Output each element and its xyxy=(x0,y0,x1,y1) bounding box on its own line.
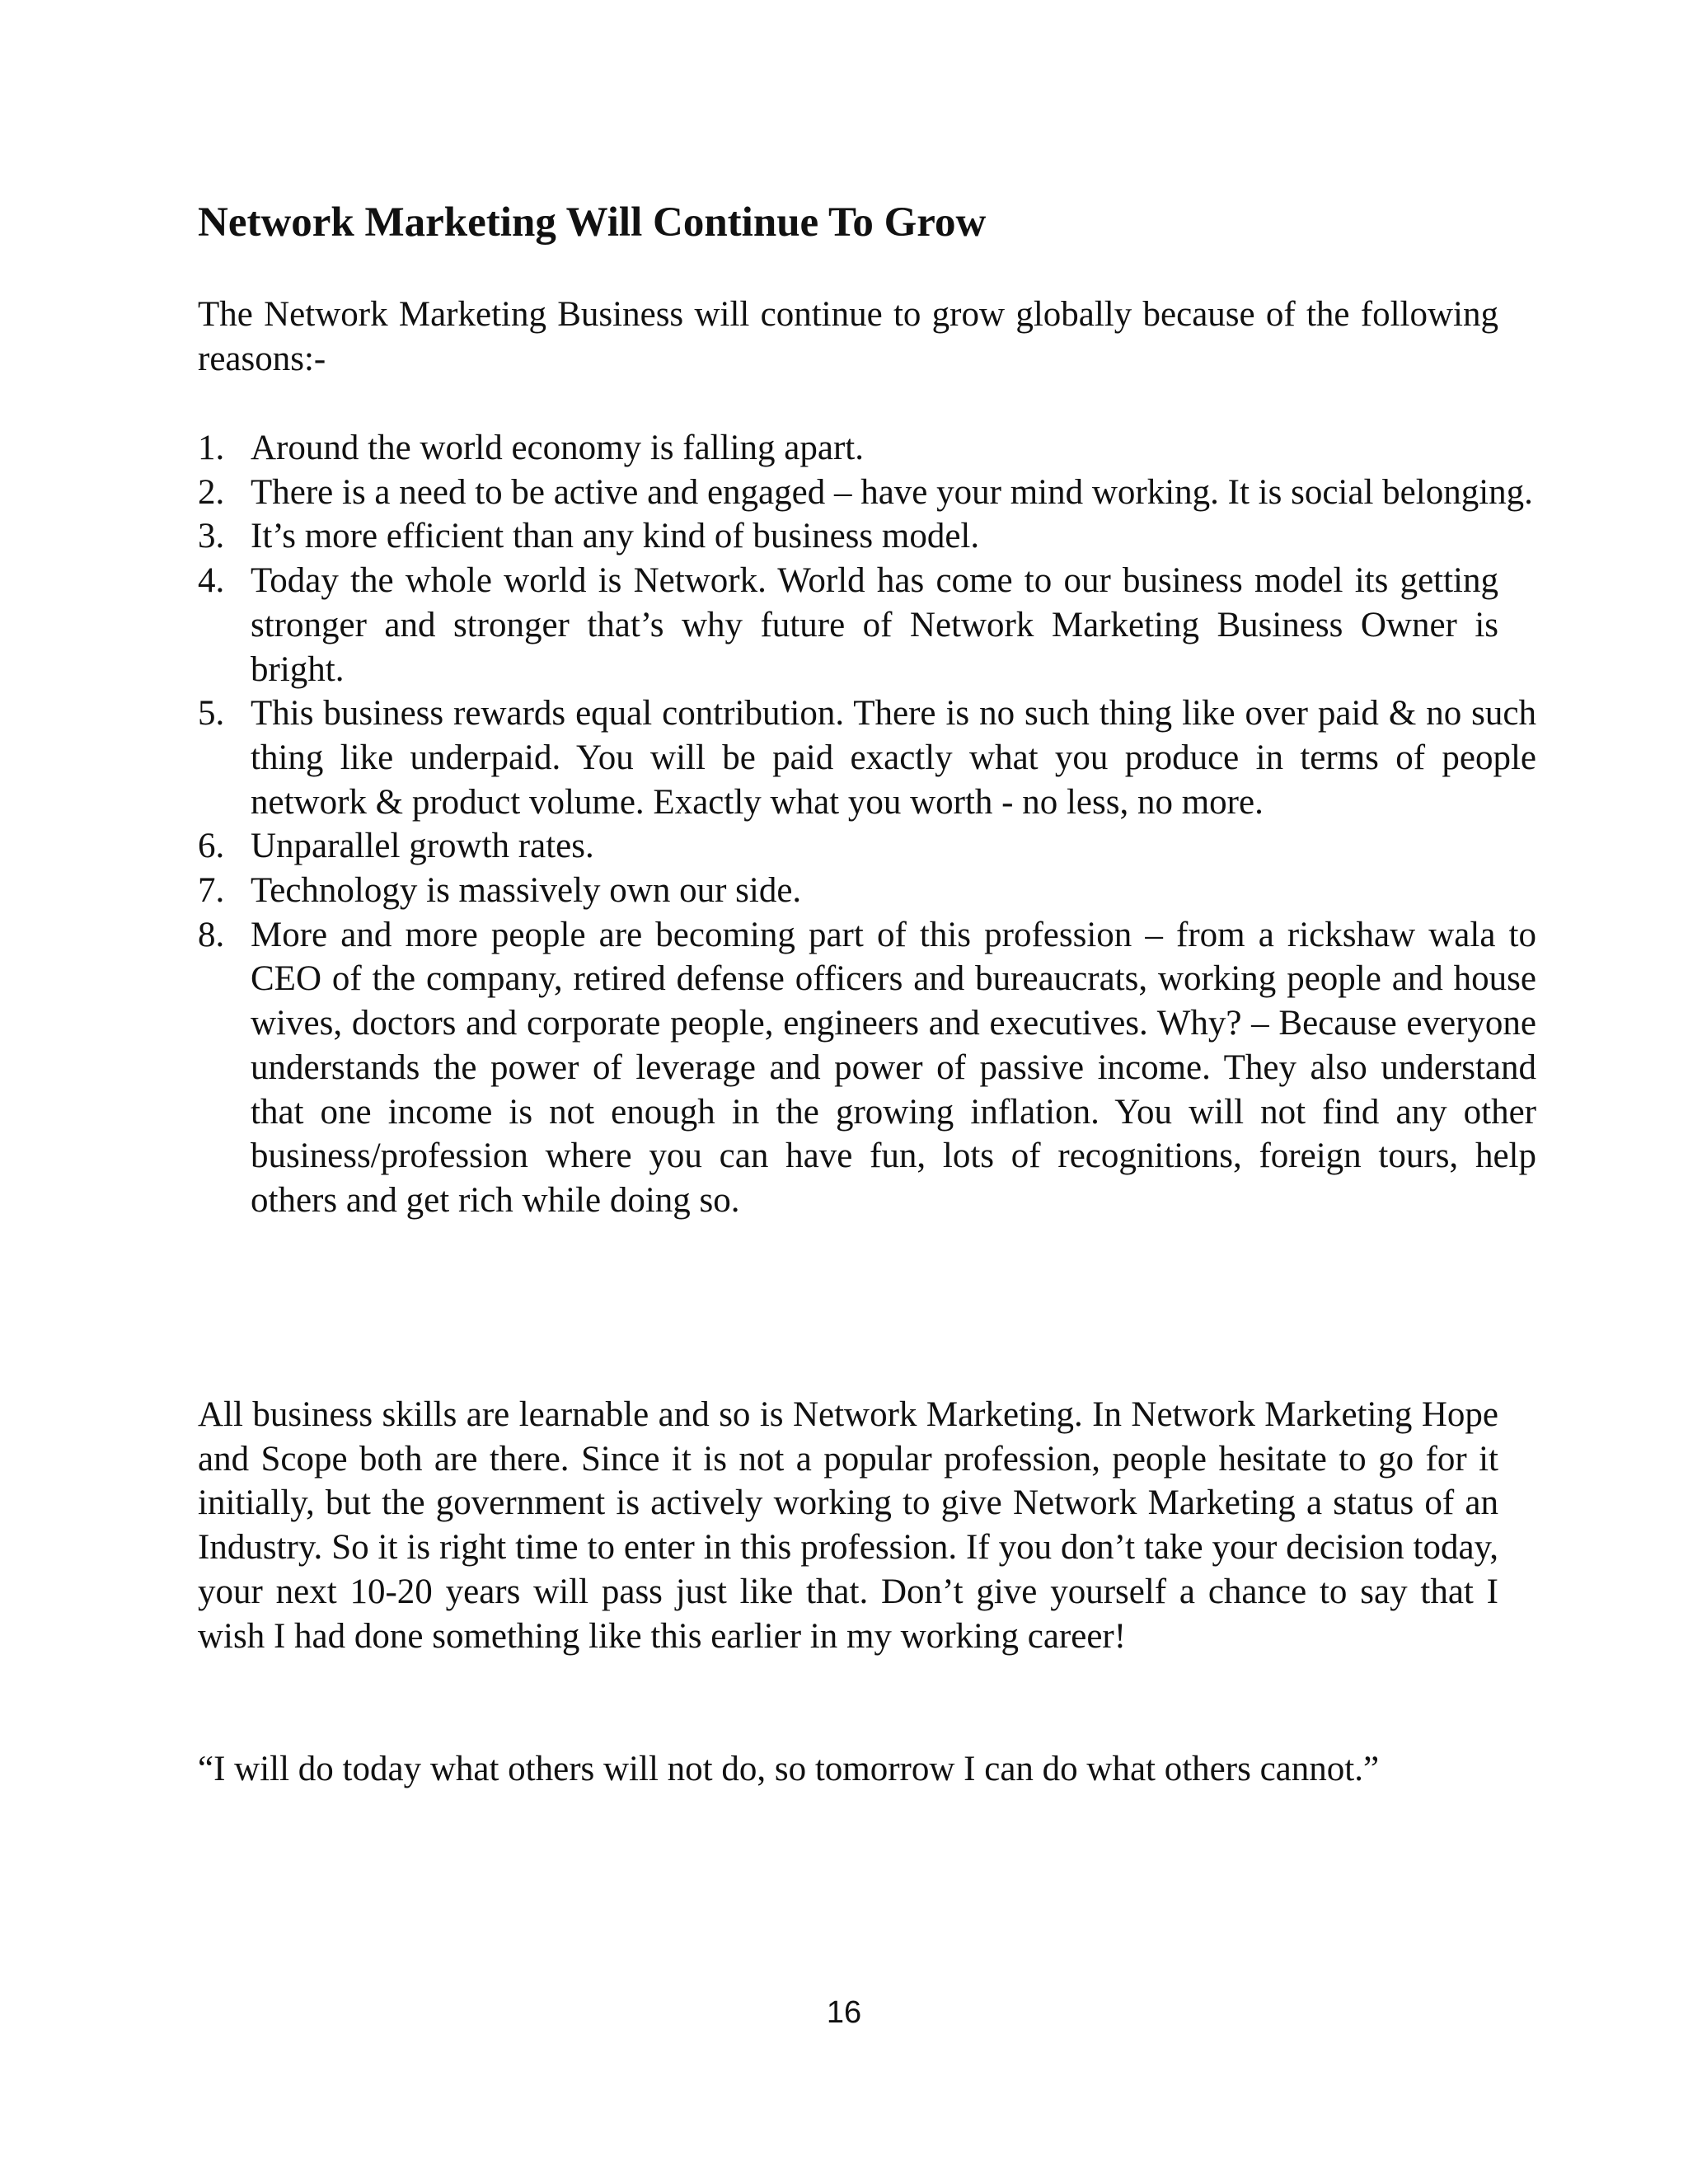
list-item-number: 1. xyxy=(198,429,225,467)
list-item-number: 8. xyxy=(198,915,225,954)
list-item-number: 3. xyxy=(198,517,225,556)
list-item xyxy=(198,559,1498,691)
list-item-text: Today the whole world is Network. World has come to our business model its getting stronger and stronger that’s why future of Network Marketing Business Owner is bright. xyxy=(251,561,1498,689)
list-item xyxy=(198,913,1536,1223)
list-item xyxy=(198,514,1498,559)
list-item xyxy=(198,869,1498,913)
list-item-text: This business rewards equal contribution. There is no such thing like over paid & no such thing like underpaid. You will be paid exactly what you produce in terms of people network & product volume. Exactly what you worth - no less, no more. xyxy=(251,694,1536,822)
list-item-text: Unparallel growth rates. xyxy=(251,827,594,866)
list-item-text: More and more people are becoming part of this profession – from a rickshaw wala to CEO of the company, retired defense officers and bureaucrats, working people and house wives, doctors and corporate people, engineers and executives. Why? – Because everyone understands the power of leverage and power of passive income. They also understand that one income is not enough in the growing inflation. You will not find any other business/profession where you can have fun, lots of recognitions, foreign tours, help others and get rich while doing so. xyxy=(251,915,1536,1220)
list-item xyxy=(198,426,1498,471)
list-item-text: It’s more efficient than any kind of business model. xyxy=(251,517,980,556)
list-item-text: Technology is massively own our side. xyxy=(251,871,802,911)
list-item-text: There is a need to be active and engaged – have your mind working. It is social belonging. xyxy=(251,472,1533,512)
list-item-number: 4. xyxy=(198,561,225,601)
page-title: Network Marketing Will Continue To Grow xyxy=(198,199,987,246)
list-item-number: 5. xyxy=(198,694,225,733)
quote: “I will do today what others will not do, so tomorrow I can do what others cannot.” xyxy=(198,1750,1380,1788)
reasons-list xyxy=(198,426,1536,1223)
closing-paragraph: All business skills are learnable and so is Network Marketing. In Network Marketing Hope and Scope both are there. Since it is not a popular profession, people hesitate to go for it initially, but the government is actively working to give Network Marketing a status of an Industry. So it is right time to enter in this profession. If you don’t take your decision today, your next 10-20 years will pass just like that. Don’t give yourself a chance to say that I wish I had done something like this earlier in my working career! xyxy=(198,1395,1498,1656)
list-item-number: 6. xyxy=(198,827,225,866)
list-item-number: 2. xyxy=(198,472,225,512)
list-item-text: Around the world economy is falling apart. xyxy=(251,429,864,467)
list-item xyxy=(198,824,1498,869)
list-item xyxy=(198,691,1536,824)
intro-paragraph: The Network Marketing Business will continue to grow globally because of the following reasons:- xyxy=(198,295,1498,378)
list-item xyxy=(198,471,1536,515)
page-number: 16 xyxy=(826,1995,862,2030)
list-item-number: 7. xyxy=(198,871,225,911)
